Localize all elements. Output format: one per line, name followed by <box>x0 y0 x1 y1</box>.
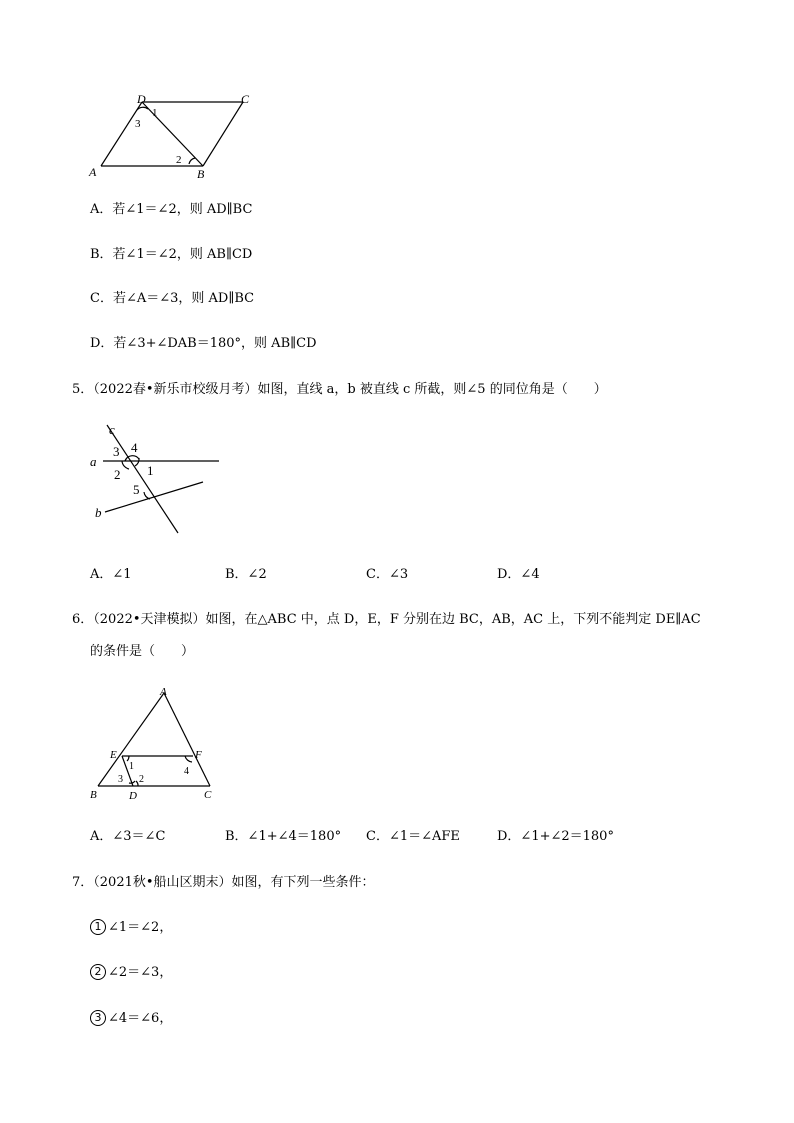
condition-text: ∠2＝∠3， <box>108 965 173 980</box>
q5-option-c: C．∠3 <box>366 567 409 582</box>
parallelogram-figure <box>85 90 285 180</box>
condition-text: ∠1＝∠2， <box>108 920 173 935</box>
label-B: B <box>90 789 97 801</box>
circled-number-marker: 2 <box>90 964 106 980</box>
q6-option-d: D．∠1+∠2＝180° <box>497 829 614 844</box>
q4-option-d: D．若∠3+∠DAB＝180°，则 AB∥CD <box>90 336 317 351</box>
label-C: C <box>204 789 212 801</box>
circled-number-marker: 3 <box>90 1010 106 1026</box>
angle-2-label: 2 <box>176 154 182 166</box>
angle-3-label: 3 <box>113 444 120 459</box>
angle-2-label: 2 <box>114 467 121 482</box>
q5-stem: 5．（2022春•新乐市校级月考）如图，直线 a，b 被直线 c 所截，则∠5 的同位角是（ ） <box>72 382 607 397</box>
label-E: E <box>110 749 117 761</box>
angle-3-label: 3 <box>118 774 123 785</box>
q5-option-d: D．∠4 <box>497 567 540 582</box>
label-a: a <box>90 454 97 469</box>
q4-option-b: B．若∠1＝∠2，则 AB∥CD <box>90 247 253 262</box>
q4-option-c: C．若∠A＝∠3，则 AD∥BC <box>90 291 255 306</box>
q4-option-a: A．若∠1＝∠2，则 AD∥BC <box>90 202 253 217</box>
label-A: A <box>89 165 97 179</box>
angle-4-label: 4 <box>184 766 189 777</box>
q7-condition-1 <box>90 919 172 937</box>
q6-option-a: A．∠3＝∠C <box>90 829 166 844</box>
q6-stem-line2: 的条件是（ ） <box>90 644 195 659</box>
label-D: D <box>137 92 146 106</box>
q7-condition-2 <box>90 964 172 982</box>
angle-1-label: 1 <box>152 107 158 119</box>
q7-condition-3 <box>90 1010 172 1028</box>
q5-option-a: A．∠1 <box>90 567 132 582</box>
q7-stem: 7．（2021秋•船山区期末）如图，有下列一些条件： <box>72 875 375 890</box>
label-b: b <box>95 505 102 520</box>
transversal-figure <box>85 420 235 535</box>
angle-4-label: 4 <box>131 440 138 455</box>
label-D: D <box>129 790 137 802</box>
circled-number-marker: 1 <box>90 919 106 935</box>
angle-3-label: 3 <box>135 118 141 130</box>
condition-text: ∠4＝∠6， <box>108 1011 173 1026</box>
angle-1-label: 1 <box>147 463 154 478</box>
angle-2-label: 2 <box>139 774 144 785</box>
angle-5-label: 5 <box>133 482 140 497</box>
label-F: F <box>195 749 202 761</box>
label-A: A <box>160 686 167 698</box>
q6-stem-line1: 6．（2022•天津模拟）如图，在△ABC 中，点 D，E，F 分别在边 BC，AB，AC 上，下列不能判定 DE∥AC <box>72 612 701 627</box>
q5-option-b: B．∠2 <box>225 567 267 582</box>
label-c: c <box>109 422 115 437</box>
triangle-figure <box>85 683 235 803</box>
angle-1-label: 1 <box>129 761 134 772</box>
q6-option-c: C．∠1＝∠AFE <box>366 829 460 844</box>
label-B: B <box>197 167 205 180</box>
label-C: C <box>241 92 250 106</box>
q6-option-b: B．∠1+∠4＝180° <box>225 829 342 844</box>
